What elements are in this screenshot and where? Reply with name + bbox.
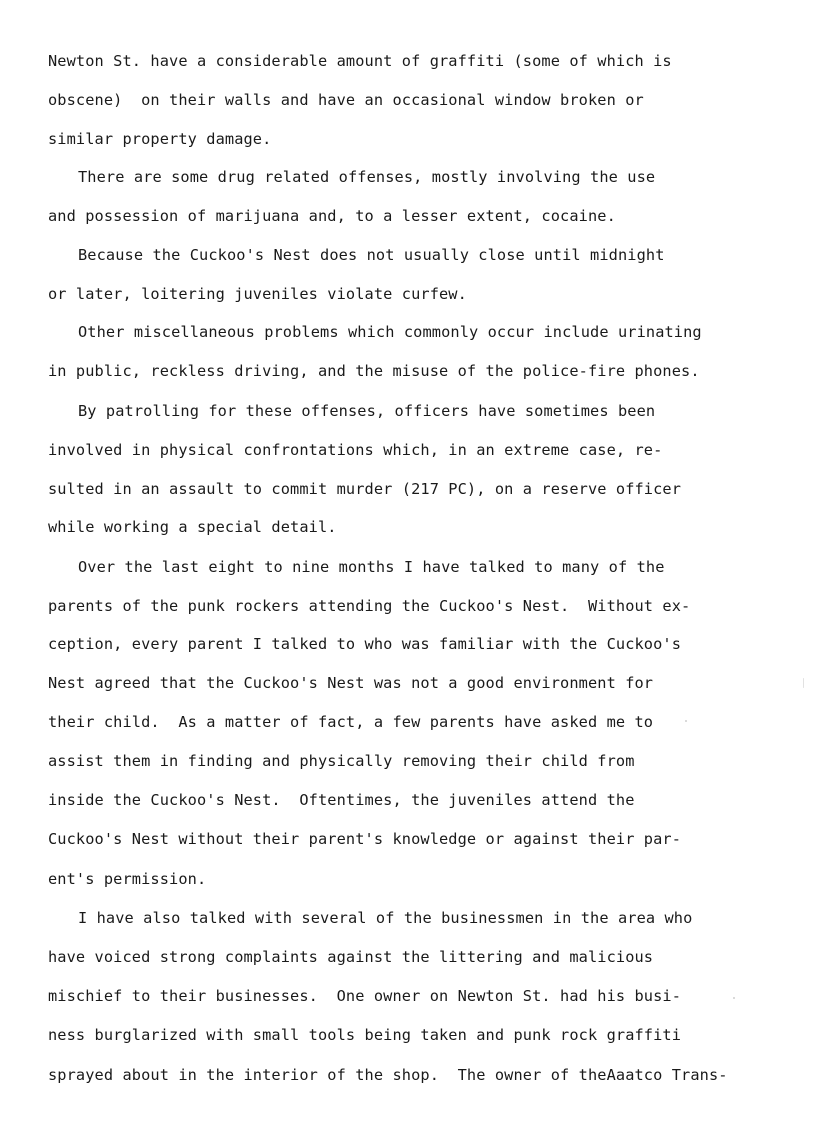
text-line: ent's permission. [48,870,207,888]
text-line: while working a special detail. [48,518,337,536]
text-line: Newton St. have a considerable amount of graffiti (some of which is [48,52,672,70]
paragraph-first-line: By patrolling for these offenses, officers have sometimes been [78,402,656,420]
text-line: Cuckoo's Nest without their parent's knowledge or against their par- [48,830,682,848]
paragraph-first-line: Other miscellaneous problems which commonly occur include urinating [78,323,702,341]
text-line: obscene) on their walls and have an occasional window broken or [48,91,644,109]
paragraph-first-line: There are some drug related offenses, mostly involving the use [78,168,656,186]
text-line: inside the Cuckoo's Nest. Oftentimes, the juveniles attend the [48,791,635,809]
text-line: have voiced strong complaints against the littering and malicious [48,948,654,966]
text-line: sulted in an assault to commit murder (217 PC), on a reserve officer [48,480,682,498]
text-line: involved in physical confrontations which, in an extreme case, re- [48,441,663,459]
text-line: Nest agreed that the Cuckoo's Nest was not a good environment for [48,674,654,692]
text-line: ness burglarized with small tools being taken and punk rock graffiti [48,1026,682,1044]
text-line: sprayed about in the interior of the shop. The owner of theAaatco Trans- [48,1066,728,1084]
text-line: in public, reckless driving, and the misuse of the police-fire phones. [48,362,700,380]
text-line: ception, every parent I talked to who was familiar with the Cuckoo's [48,635,682,653]
paragraph-first-line: Over the last eight to nine months I have talked to many of the [78,558,665,576]
text-line: mischief to their businesses. One owner on Newton St. had his busi- [48,987,682,1005]
scan-speck [685,720,687,722]
text-line: and possession of marijuana and, to a lesser extent, cocaine. [48,207,616,225]
text-line: their child. As a matter of fact, a few parents have asked me to [48,713,654,731]
scan-speck [733,997,735,999]
text-line: assist them in finding and physically removing their child from [48,752,635,770]
paragraph-first-line: Because the Cuckoo's Nest does not usually close until midnight [78,246,665,264]
scan-speck [803,678,804,688]
text-line: or later, loitering juveniles violate curfew. [48,285,467,303]
paragraph-first-line: I have also talked with several of the businessmen in the area who [78,909,693,927]
text-line: similar property damage. [48,130,272,148]
text-line: parents of the punk rockers attending the Cuckoo's Nest. Without ex- [48,597,691,615]
